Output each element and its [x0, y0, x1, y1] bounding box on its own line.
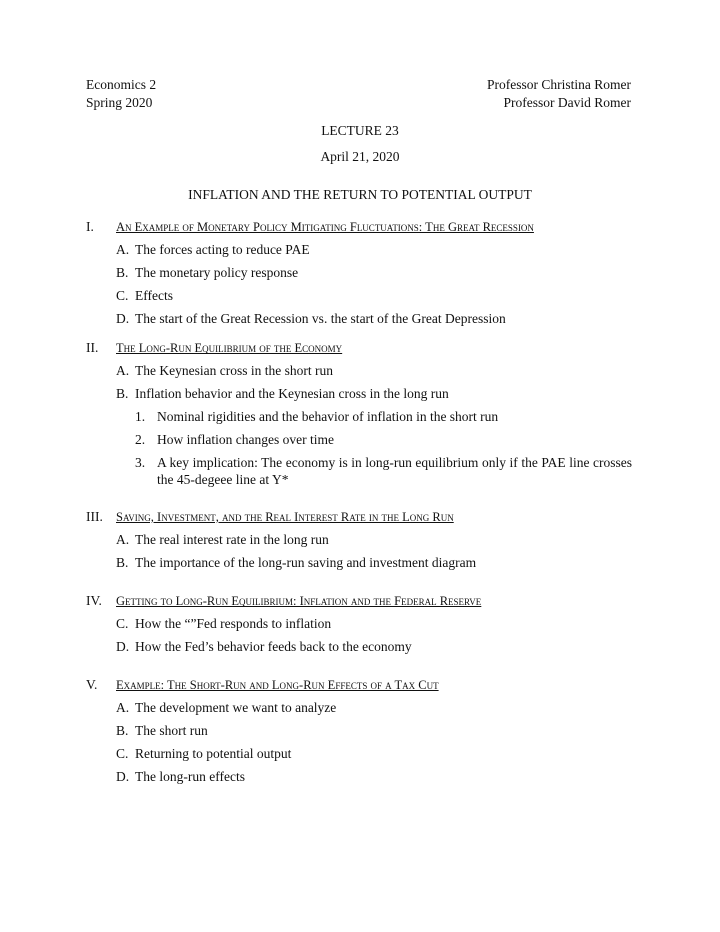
outline-item: C. Effects	[116, 288, 173, 303]
section-heading	[86, 507, 632, 531]
outline-item: B. The importance of the long-run saving and investment diagram	[116, 555, 477, 570]
lecture-title: INFLATION AND THE RETURN TO POTENTIAL OUTPUT	[188, 187, 532, 202]
professor-1: Professor Christina Romer	[487, 77, 631, 92]
section-2	[86, 338, 632, 494]
outline-item: A. The Keynesian cross in the short run	[116, 363, 333, 378]
outline-subitem: 3. A key implication: The economy is in long-run equilibrium only if the PAE line crosses the 45-degeee line at Y*	[135, 455, 632, 487]
lecture-number: LECTURE 23	[321, 123, 399, 138]
outline-item: C. Returning to potential output	[116, 746, 292, 761]
section-title: Getting to Long-Run Equilibrium: Inflation and the Federal Reserve	[116, 594, 482, 608]
section-3	[86, 507, 632, 577]
section-heading	[86, 591, 632, 615]
section-numeral: II.	[86, 340, 99, 355]
section-numeral: III.	[86, 509, 103, 524]
outline-item: C. How the “”Fed responds to inflation	[116, 616, 332, 631]
section-numeral: I.	[86, 219, 94, 234]
outline-item: B. The short run	[116, 723, 208, 738]
course-name: Economics 2	[86, 77, 157, 92]
outline-item: D. The long-run effects	[116, 769, 245, 784]
outline-item: A. The development we want to analyze	[116, 700, 337, 715]
outline-item: A. The real interest rate in the long run	[116, 532, 329, 547]
section-title: Example: The Short-Run and Long-Run Effects of a Tax Cut	[116, 678, 439, 692]
section-heading	[86, 217, 632, 241]
section-title: The Long-Run Equilibrium of the Economy	[116, 341, 343, 355]
section-5	[86, 675, 632, 791]
outline-item: D. The start of the Great Recession vs. the start of the Great Depression	[116, 311, 506, 326]
outline-item: B. Inflation behavior and the Keynesian cross in the long run	[116, 386, 449, 401]
professor-2: Professor David Romer	[503, 95, 631, 110]
term: Spring 2020	[86, 95, 153, 110]
outline-item: A. The forces acting to reduce PAE	[116, 242, 310, 257]
outline-item: D. How the Fed’s behavior feeds back to the economy	[116, 639, 412, 654]
section-1	[86, 217, 632, 333]
section-4	[86, 591, 632, 661]
section-numeral: V.	[86, 677, 98, 692]
outline-subitem: 2. How inflation changes over time	[135, 432, 334, 447]
section-numeral: IV.	[86, 593, 102, 608]
section-heading	[86, 675, 632, 699]
section-title: An Example of Monetary Policy Mitigating Fluctuations: The Great Recession	[116, 220, 534, 234]
section-heading	[86, 338, 632, 362]
outline-item: B. The monetary policy response	[116, 265, 299, 280]
lecture-date: April 21, 2020	[320, 149, 400, 164]
outline-subitem: 1. Nominal rigidities and the behavior of inflation in the short run	[135, 409, 499, 424]
section-title: Saving, Investment, and the Real Interest Rate in the Long Run	[116, 510, 454, 524]
